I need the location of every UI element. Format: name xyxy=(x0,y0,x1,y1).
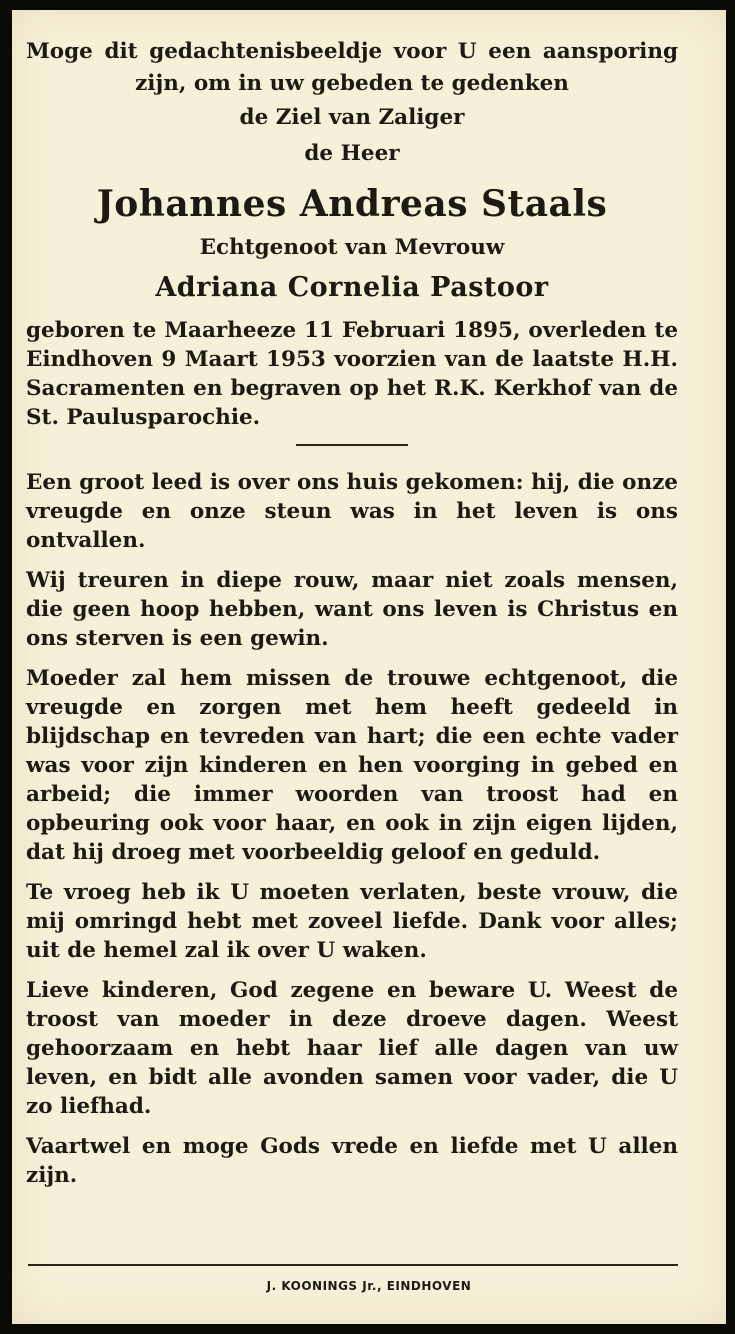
paragraph-6: Vaartwel en moge Gods vrede en liefde met U allen zijn. xyxy=(26,1134,678,1188)
bottom-rule xyxy=(28,1264,678,1266)
intro-text: Moge dit gedachtenisbeeldje voor U een aansporing zijn, om in uw gebeden te gedenken xyxy=(26,39,678,96)
card-content xyxy=(26,36,678,1201)
separator-line xyxy=(296,444,408,446)
paragraph-3: Moeder zal hem missen de trouwe echtgenoot, die vreugde en zorgen met hem heeft gedeeld in blijdschap en tevreden van hart; die een echte vader was voor zijn kinderen en hen voorging in gebed en arbeid; die immer woorden van troost had en opbeuring ook voor haar, en ook in zijn eigen lijden, dat hij droeg met voorbeeldig geloof en geduld. xyxy=(26,666,678,865)
spouse-intro: Echtgenoot van Mevrouw xyxy=(199,235,505,260)
bio-text: geboren te Maarheeze 11 Februari 1895, overleden te Eindhoven 9 Maart 1953 voorzien van de laatste H.H. Sacramenten en begraven op het R.K. Kerkhof van de St. Paulusparochie. xyxy=(26,318,678,430)
deceased-name: Johannes Andreas Staals xyxy=(96,183,608,225)
title-line: de Heer xyxy=(304,141,400,166)
soul-line: de Ziel van Zaliger xyxy=(239,105,465,130)
paragraph-5: Lieve kinderen, God zegene en beware U. Weest de troost van moeder in deze droeve dagen. Weest gehoorzaam en hebt haar lief alle dagen van uw leven, en bidt alle avonden samen voor vader, die U zo liefhad. xyxy=(26,978,678,1119)
paragraph-1: Een groot leed is over ons huis gekomen: hij, die onze vreugde en onze steun was in het leven is ons ontvallen. xyxy=(26,470,678,553)
paragraph-4: Te vroeg heb ik U moeten verlaten, beste vrouw, die mij omringd hebt met zoveel liefde. Dank voor alles; uit de hemel zal ik over U waken. xyxy=(26,880,678,963)
paragraph-2: Wij treuren in diepe rouw, maar niet zoals mensen, die geen hoop hebben, want ons leven is Christus en ons sterven is een gewin. xyxy=(26,568,678,651)
printer-credit: J. KOONINGS Jr., EINDHOVEN xyxy=(266,1279,472,1293)
spouse-name: Adriana Cornelia Pastoor xyxy=(155,272,549,303)
